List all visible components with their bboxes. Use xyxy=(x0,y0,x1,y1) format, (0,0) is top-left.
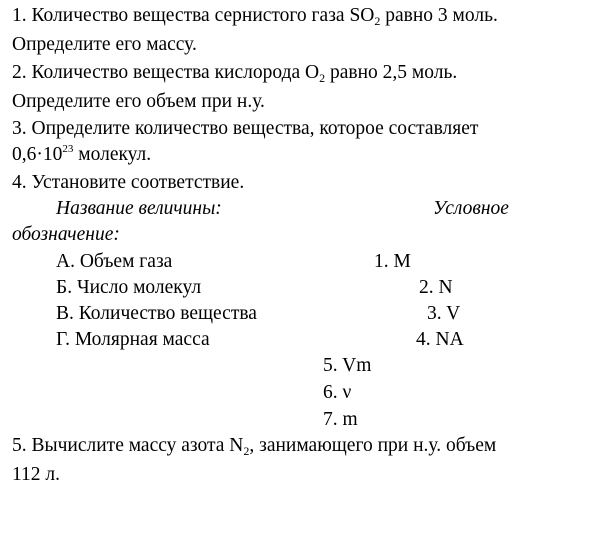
task-3-tail: молекул. xyxy=(73,144,152,165)
task-5-line-1 xyxy=(12,434,496,459)
task-1-text-a: 1. Количество вещества сернистого газа SO xyxy=(12,5,375,26)
symbol-item-2: 2. N xyxy=(419,277,453,298)
task-1-line-2: Определите его массу. xyxy=(12,34,197,55)
symbol-item-3: 3. V xyxy=(427,303,461,324)
column-header-quantity: Название величины: xyxy=(56,198,222,219)
column-header-symbol: Условное xyxy=(433,198,509,219)
symbol-item-6: 6. ν xyxy=(323,382,352,403)
task-1-text-b: равно 3 моль. xyxy=(380,5,498,26)
task-3-line-2 xyxy=(12,143,151,169)
column-header-symbol-wrap: обозначение: xyxy=(12,224,120,245)
task-4-title: 4. Установите соответствие. xyxy=(12,172,245,193)
task-3-line-1: 3. Определите количество вещества, которое составляет xyxy=(12,118,479,139)
symbol-item-7: 7. m xyxy=(323,409,358,430)
task-5-text-b: , занимающего при н.у. объем xyxy=(249,435,497,456)
task-3-exponent: 23 xyxy=(62,143,74,155)
task-1-subscript: 2 xyxy=(374,14,381,28)
task-3-base: 0,6·10 xyxy=(12,144,63,165)
task-2-line-1 xyxy=(12,61,457,86)
task-5-text-a: 5. Вычислите массу азота N xyxy=(12,435,244,456)
quantity-item-a: А. Объем газа xyxy=(56,251,173,272)
task-2-text-b: равно 2,5 моль. xyxy=(325,62,458,83)
quantity-item-b: Б. Число молекул xyxy=(56,277,202,298)
symbol-item-1: 1. M xyxy=(374,251,411,272)
task-2-line-2: Определите его объем при н.у. xyxy=(12,91,265,112)
task-2-subscript: 2 xyxy=(319,71,326,85)
symbol-item-5: 5. Vm xyxy=(323,355,372,376)
task-2-text-a: 2. Количество вещества кислорода O xyxy=(12,62,320,83)
task-1-line-1 xyxy=(12,4,498,29)
symbol-item-4: 4. NA xyxy=(416,329,464,350)
quantity-item-c: В. Количество вещества xyxy=(56,303,257,324)
quantity-item-d: Г. Молярная масса xyxy=(56,329,210,350)
task-5-line-2: 112 л. xyxy=(12,464,61,485)
task-5-subscript: 2 xyxy=(243,444,250,458)
